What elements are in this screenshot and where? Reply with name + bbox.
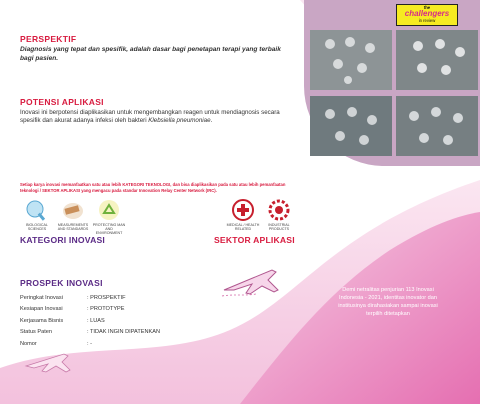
- challengers-logo: [396, 4, 458, 26]
- category-note: Setiap karya inovasi memanfaatkan satu atau lebih KATEGORI TEKNOLOGI, dan bisa diaplikasikan pada satu atau lebih pemanfaatan teknologi / SEKTOR APLIKASI yang mengacu pada standar Innovation Relay Center Network (IRC).: [20, 182, 286, 193]
- kategori-title: KATEGORI INOVASI: [20, 235, 106, 245]
- kategori-item-protecting: [92, 199, 126, 236]
- prospek-row: [20, 304, 160, 315]
- logo-line-3: in review: [418, 18, 436, 23]
- sektor-title: SEKTOR APLIKASI: [214, 235, 295, 245]
- prospek-key: Kerjasama Bisnis: [20, 317, 64, 324]
- prospek-value: : LUAS: [87, 317, 105, 324]
- potensi-text-end: .: [210, 117, 213, 124]
- prospek-title: PROSPEK INOVASI: [20, 278, 103, 288]
- petri-photo-a: [310, 30, 392, 90]
- perspektif-text: Diagnosis yang tepat dan spesifik, adalah dasar bagi penetapan terapi yang terbaik bagi pasien.: [20, 46, 281, 62]
- logo-line-1: the: [423, 5, 431, 10]
- microscope-icon: [25, 199, 49, 221]
- kategori-label: PROTECTING MAN AND ENVIRONMENT: [92, 223, 126, 236]
- recycle-icon: [97, 199, 121, 221]
- prospek-key: Nomor: [20, 340, 37, 347]
- measurement-icon: [61, 199, 85, 221]
- gear-icon: [267, 199, 291, 221]
- kategori-label: BIOLOGICAL SCIENCES: [26, 223, 48, 232]
- kategori-label: MEASUREMENTS AND STANDARDS: [57, 223, 89, 232]
- prospek-row: [20, 327, 160, 338]
- kategori-item-measurements: [56, 199, 90, 231]
- medical-icon: [231, 199, 255, 221]
- prospek-key: Peringkat Inovasi: [20, 295, 63, 301]
- sektor-label: MEDICAL / HEALTH RELATED: [226, 223, 260, 232]
- sektor-label: INDUSTRIAL PRODUCTS: [268, 223, 290, 232]
- prospek-value: : PROSPEKTIF: [87, 295, 126, 301]
- petri-photo-d: [396, 96, 478, 156]
- logo-line-2: challengers: [404, 9, 450, 18]
- potensi-text-main: Inovasi ini berpotensi diaplikasikan untuk mengembangkan reagen untuk mendiagnosis secara spesifik dan akurat adanya infeksi oleh bakteri: [20, 109, 280, 124]
- airplane-icon: [24, 346, 74, 376]
- kategori-item-biological: [20, 199, 54, 231]
- petri-photo-b: [396, 30, 478, 90]
- prospek-row: [20, 316, 160, 327]
- confidentiality-note: Demi netralitas penjurian 113 Inovasi Indonesia - 2021, identitas inovator dan institusinya dirahasiakan sampai inovasi terpilih ditetapkan: [338, 287, 438, 317]
- potensi-text: [20, 109, 280, 125]
- prospek-value: : PROTOTYPE: [87, 306, 125, 313]
- petri-photo-c: [310, 96, 392, 156]
- prospek-key: Status Paten: [20, 329, 53, 336]
- colony-dots: [396, 96, 478, 156]
- prospek-value: : -: [87, 340, 92, 347]
- colony-dots: [310, 96, 392, 156]
- prospek-key: Kesiapan Inovasi: [20, 306, 63, 313]
- potensi-title: POTENSI APLIKASI: [20, 97, 104, 107]
- perspektif-title: PERSPEKTIF: [20, 34, 77, 44]
- airplane-icon: [220, 260, 280, 300]
- colony-dots: [396, 30, 478, 90]
- colony-dots: [310, 30, 392, 90]
- prospek-value: : TIDAK INGIN DIPATENKAN: [87, 329, 161, 336]
- sektor-item-industrial: [262, 199, 296, 231]
- prospek-table: [20, 293, 160, 350]
- potensi-text-species: Klebsiella pneumoniae: [148, 117, 211, 124]
- sektor-item-medical: [226, 199, 260, 231]
- prospek-row: [20, 293, 160, 304]
